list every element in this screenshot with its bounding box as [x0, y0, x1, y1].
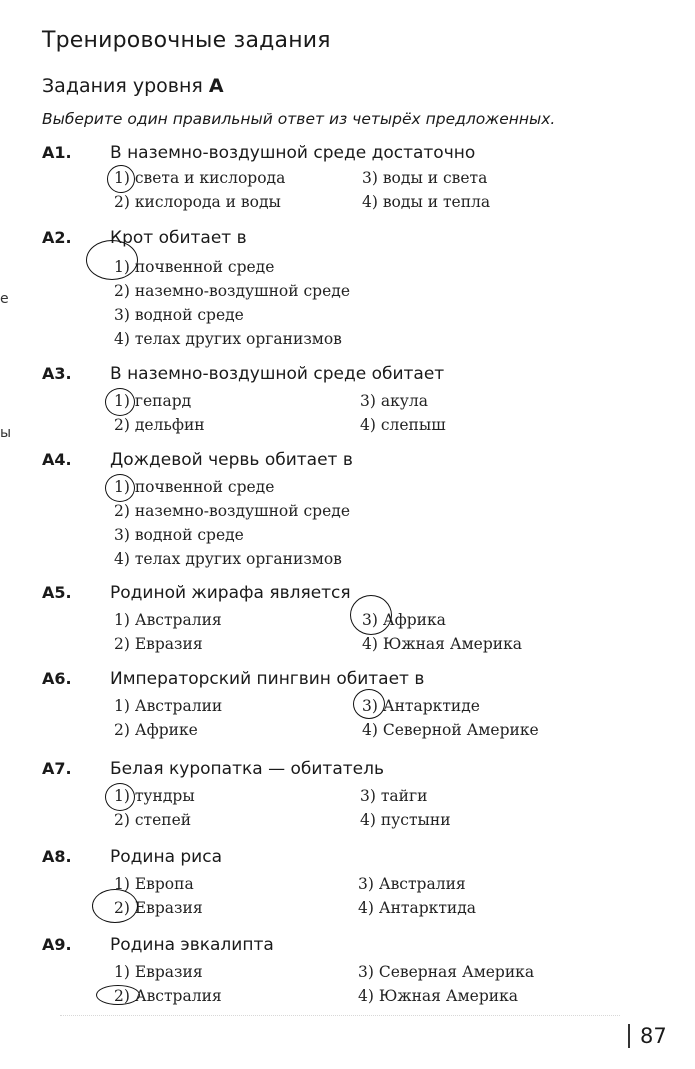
answer-circle-mark	[92, 889, 138, 923]
answer-circle-mark	[105, 783, 135, 811]
page-number: 87	[628, 1024, 667, 1048]
level-letter: А	[208, 75, 224, 97]
answer-option: 1) Европа	[114, 875, 194, 893]
answer-option: 1) Австралии	[114, 697, 223, 715]
answer-option: 3) акула	[360, 392, 428, 410]
answer-option: 2) Евразия	[114, 899, 203, 917]
answer-option: 2) степей	[114, 811, 192, 829]
task-question: Императорский пингвин обитает в	[110, 669, 425, 689]
task-question: Родина эвкалипта	[110, 935, 274, 955]
answer-option: 3) Австралия	[358, 875, 466, 893]
answer-option: 3) Северная Америка	[358, 963, 535, 981]
level-prefix: Задания уровня	[42, 75, 203, 97]
answer-option: 1) Евразия	[114, 963, 203, 981]
task-question: В наземно-воздушной среде достаточно	[110, 143, 476, 163]
task-number: A7.	[42, 759, 72, 778]
answer-option: 1) почвенной среде	[114, 478, 275, 496]
answer-circle-mark	[105, 474, 135, 502]
task-number: A4.	[42, 450, 72, 469]
task-number: A6.	[42, 669, 72, 688]
answer-option: 4) пустыни	[360, 811, 451, 829]
task-question: Родина риса	[110, 847, 222, 867]
answer-option: 2) дельфин	[114, 416, 205, 434]
answer-option: 2) Евразия	[114, 635, 203, 653]
answer-option: 3) воды и света	[362, 169, 488, 187]
task-question: В наземно-воздушной среде обитает	[110, 364, 445, 384]
answer-option: 4) слепыш	[360, 416, 446, 434]
answer-circle-mark	[107, 165, 135, 193]
answer-option: 4) Южная Америка	[358, 987, 519, 1005]
margin-text-fragment: ы	[0, 425, 12, 441]
answer-option: 2) наземно-воздушной среде	[114, 282, 350, 300]
answer-option: 4) Северной Америке	[362, 721, 539, 739]
answer-option: 4) Южная Америка	[362, 635, 523, 653]
task-number: A1.	[42, 143, 72, 162]
task-number: A8.	[42, 847, 72, 866]
answer-option: 2) Африке	[114, 721, 198, 739]
task-number: A2.	[42, 228, 72, 247]
answer-option: 1) света и кислорода	[114, 169, 286, 187]
task-question: Дождевой червь обитает в	[110, 450, 353, 470]
level-heading	[42, 75, 224, 97]
answer-option: 3) Африка	[362, 611, 446, 629]
answer-option: 4) воды и тепла	[362, 193, 491, 211]
answer-option: 3) тайги	[360, 787, 428, 805]
answer-option: 3) водной среде	[114, 306, 244, 324]
answer-option: 2) Австралия	[114, 987, 222, 1005]
answer-circle-mark	[350, 595, 392, 635]
margin-text-fragment: е	[0, 291, 9, 307]
answer-circle-mark	[105, 388, 135, 416]
answer-circle-mark	[86, 240, 138, 280]
answer-option: 2) наземно-воздушной среде	[114, 502, 350, 520]
answer-circle-mark	[353, 689, 385, 719]
answer-circle-mark	[96, 985, 140, 1005]
task-question: Родиной жирафа является	[110, 583, 351, 603]
answer-option: 2) кислорода и воды	[114, 193, 281, 211]
answer-option: 4) Антарктида	[358, 899, 477, 917]
section-title: Тренировочные задания	[42, 28, 331, 53]
answer-option: 3) водной среде	[114, 526, 244, 544]
answer-option: 1) почвенной среде	[114, 258, 275, 276]
footer-divider	[60, 1015, 620, 1016]
answer-option: 1) Австралия	[114, 611, 222, 629]
answer-option: 1) гепард	[114, 392, 192, 410]
task-question: Белая куропатка — обитатель	[110, 759, 384, 779]
answer-option: 4) телах других организмов	[114, 550, 342, 568]
task-number: A9.	[42, 935, 72, 954]
answer-option: 4) телах других организмов	[114, 330, 342, 348]
answer-option: 1) тундры	[114, 787, 195, 805]
instruction-text: Выберите один правильный ответ из четырёх предложенных.	[42, 110, 556, 128]
task-number: A3.	[42, 364, 72, 383]
task-number: A5.	[42, 583, 72, 602]
task-question: Крот обитает в	[110, 228, 247, 248]
answer-option: 3) Антарктиде	[362, 697, 480, 715]
